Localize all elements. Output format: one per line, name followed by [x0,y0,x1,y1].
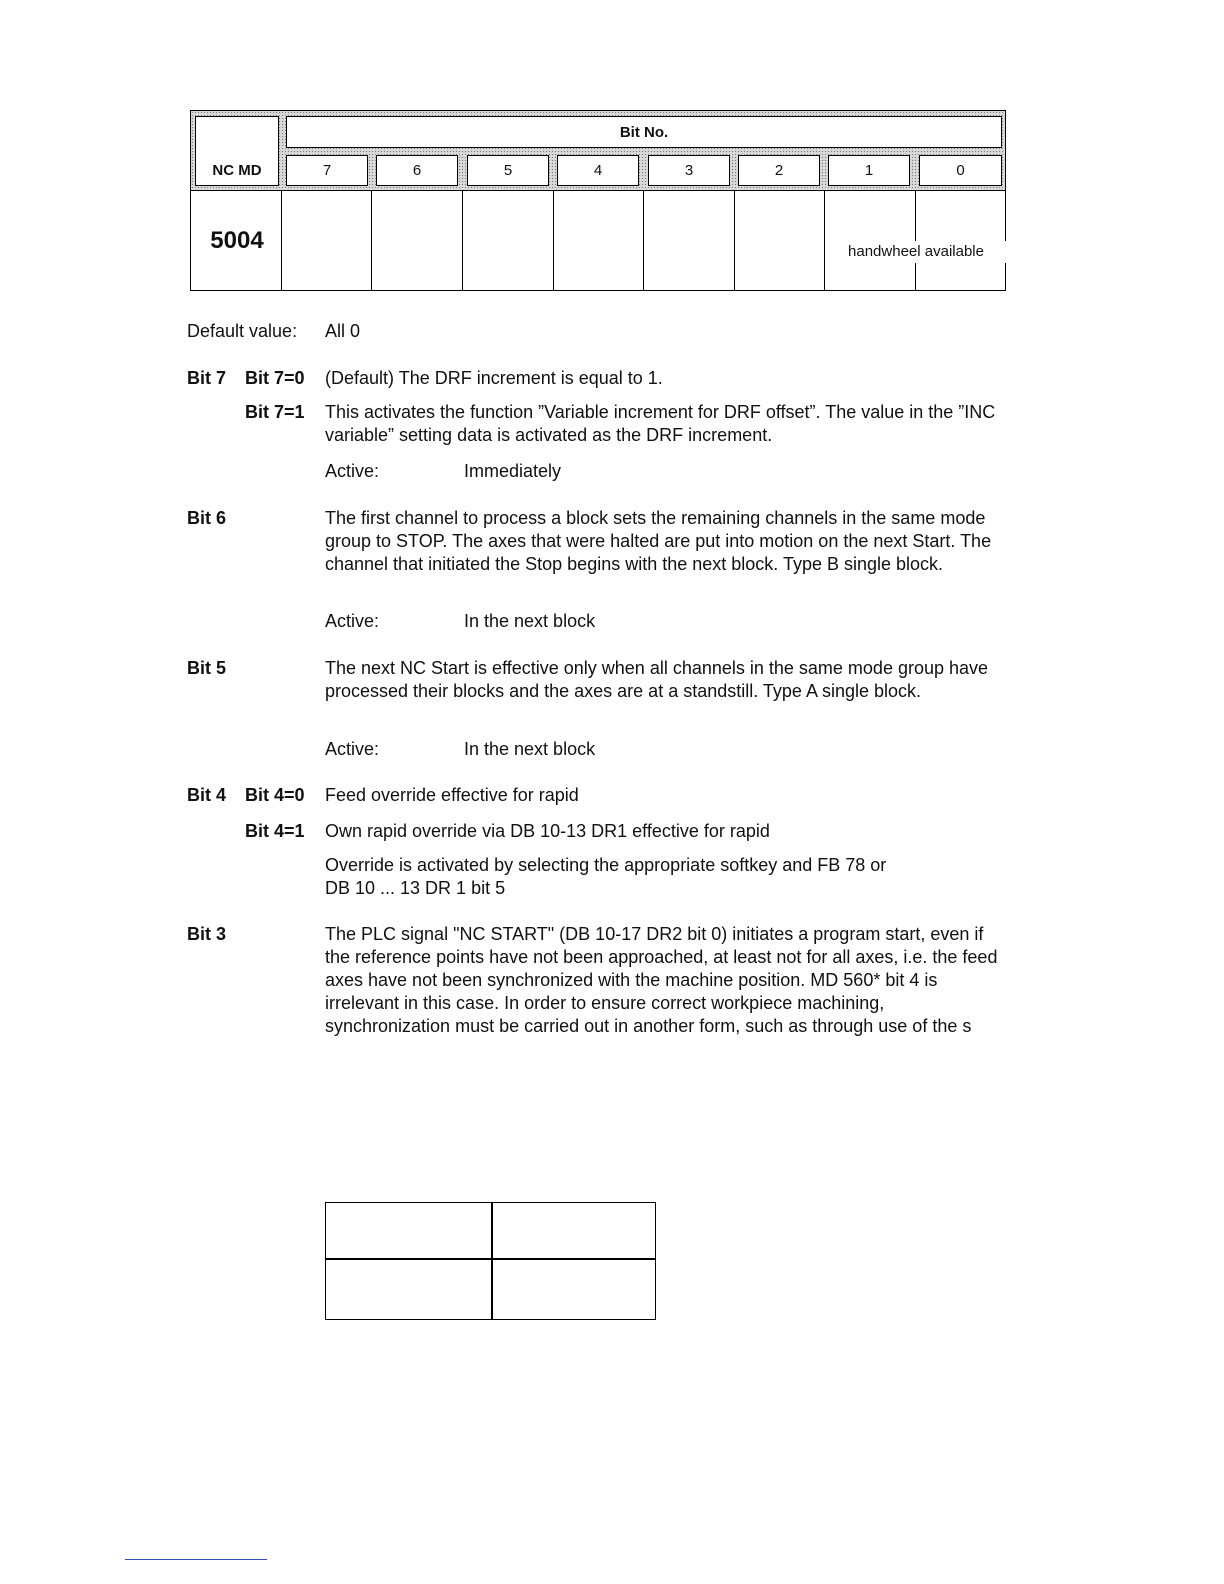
bit3-label: Bit 3 [187,924,227,944]
col-divider [643,191,644,290]
col-divider [462,191,463,290]
bit7-active-value: Immediately [464,461,562,481]
empty-table [325,1202,656,1320]
bit-no-header: Bit No. [286,116,1002,148]
bit3-text: The PLC signal "NC START" (DB 10-17 DR2 bit 0) initiates a program start, even if the reference points have not been approached, at least not for all axes, i.e. the feed axes have not been synchronized with the machine position. MD 560* bit 4 is irrelevant in this case. In order to ensure correct workpiece machining, synchronization must be carried out in another form, such as through use of the s [325,924,998,1036]
bit4-1-text: Own rapid override via DB 10-13 DR1 effective for rapid [325,821,770,841]
bit5-active-label: Active: [325,739,380,759]
machine-data-table [190,110,1006,291]
bit7-label: Bit 7 [187,368,227,388]
handwheel-available-label: handwheel available [825,241,1007,263]
bit7-1-label: Bit 7=1 [245,402,305,422]
default-value-label: Default value: [187,321,298,341]
bit4-note-line2: DB 10 ... 13 DR 1 bit 5 [325,878,506,898]
bit4-label: Bit 4 [187,785,227,805]
bit4-note-line1: Override is activated by selecting the appropriate softkey and FB 78 or [325,855,887,875]
bit5-active-value: In the next block [464,739,596,759]
md-number: 5004 [210,226,264,254]
bit7-0-text: (Default) The DRF increment is equal to 1. [325,368,663,388]
bit7-0-label: Bit 7=0 [245,368,305,388]
bit-header-7: 7 [286,155,368,186]
default-value: All 0 [325,321,361,341]
footnote-rule [125,1559,267,1560]
col-divider [371,191,372,290]
bit7-active-label: Active: [325,461,380,481]
col-divider [734,191,735,290]
col-divider [553,191,554,290]
bit7-1-text: This activates the function ”Variable increment for DRF offset”. The value in the ”INC variable” setting data is activated as the DRF increment. [325,402,996,445]
bit5-text: The next NC Start is effective only when all channels in the same mode group have processed their blocks and the axes are at a standstill. Type A single block. [325,658,989,701]
bit6-active-value: In the next block [464,611,596,631]
bit4-0-text: Feed override effective for rapid [325,785,579,805]
bit-header-0: 0 [919,155,1002,186]
nc-md-header: NC MD [195,116,279,186]
row-divider [191,190,1005,191]
bit6-active-label: Active: [325,611,380,631]
bit6-text: The first channel to process a block sets the remaining channels in the same mode group to STOP. The axes that were halted are put into motion on the next Start. The channel that initiated the Stop begins with the next block. Type B single block. [325,508,992,574]
bit-header-2: 2 [738,155,820,186]
bit-header-3: 3 [648,155,730,186]
table-col-divider [491,1203,493,1319]
bit-header-5: 5 [467,155,549,186]
table-row-divider [326,1258,655,1260]
bit4-0-label: Bit 4=0 [245,785,305,805]
bit-header-6: 6 [376,155,458,186]
col-divider [281,191,282,290]
bit-header-4: 4 [557,155,639,186]
bit6-label: Bit 6 [187,508,227,528]
bit4-1-label: Bit 4=1 [245,821,305,841]
bit-header-1: 1 [828,155,910,186]
bit5-label: Bit 5 [187,658,227,678]
